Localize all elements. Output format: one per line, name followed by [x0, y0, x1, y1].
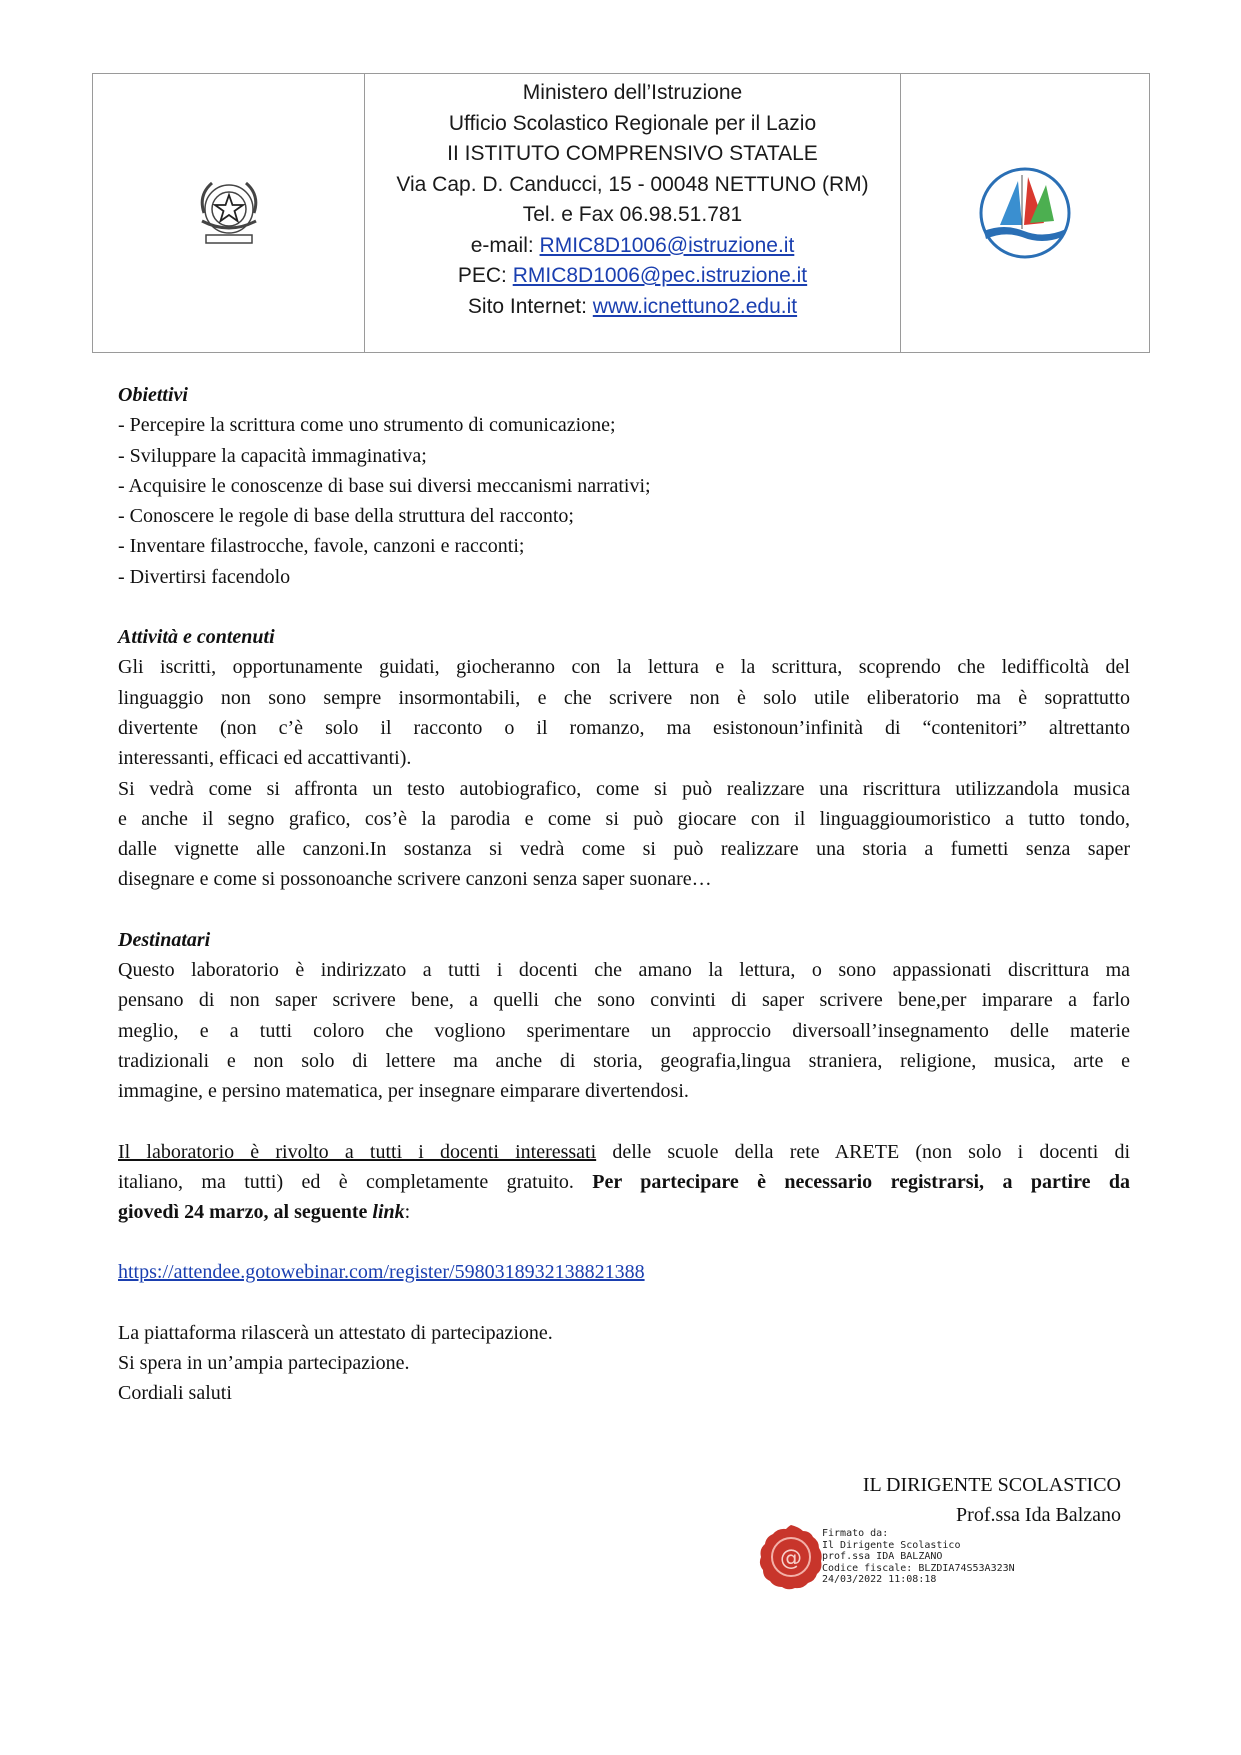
rivolto-line-2: [118, 1167, 1130, 1197]
obiettivi-item: - Percepire la scrittura come uno strumento di comunicazione;: [118, 414, 616, 437]
signature-name: Prof.ssa Ida Balzano: [956, 1504, 1121, 1526]
destinatari-text-line: pensano di non saper scrivere bene, a quelli che sono convinti di saper scrivere bene,per imparare a farlo: [118, 989, 1130, 1012]
registration-link[interactable]: https://attendee.gotowebinar.com/register/5980318932138821388: [118, 1261, 645, 1284]
closing-line: La piattaforma rilascerà un attestato di partecipazione.: [118, 1321, 553, 1344]
email-link[interactable]: RMIC8D1006@istruzione.it: [539, 233, 795, 257]
rivolto-colon: :: [404, 1201, 411, 1224]
school-name-line: II ISTITUTO COMPRENSIVO STATALE: [447, 142, 818, 165]
letterhead-institution-info: [365, 74, 901, 352]
signature-title: IL DIRIGENTE SCOLASTICO: [862, 1474, 1121, 1496]
rivolto-plain: italiano, ma tutti) ed è completamente gratuito.: [118, 1170, 593, 1193]
closing-line: Si spera in un’ampia partecipazione.: [118, 1352, 410, 1375]
destinatari-heading: Destinatari: [118, 928, 211, 951]
attivita-text-line: linguaggio non sono sempre insormontabili, e che scrivere non è solo utile eliberatorio ma è soprattutto: [118, 686, 1130, 709]
destinatari-text-line: tradizionali e non solo di lettere ma anche di storia, geografia,lingua straniera, religione, musica, arte e: [118, 1049, 1130, 1072]
svg-text:@: @: [780, 1546, 802, 1571]
destinatari-text-line: immagine, e persino matematica, per insegnare eimparare divertendosi.: [118, 1080, 689, 1103]
stamp-line: 24/03/2022 11:08:18: [822, 1574, 937, 1585]
stamp-line: Firmato da:: [822, 1528, 889, 1539]
pec-link[interactable]: RMIC8D1006@pec.istruzione.it: [512, 264, 808, 287]
letterhead-table: [92, 73, 1150, 353]
obiettivi-item: - Acquisire le conoscenze di base sui diversi meccanismi narrativi;: [118, 474, 651, 497]
attivita-heading: Attività e contenuti: [118, 626, 275, 649]
website-label: Sito Internet:: [467, 294, 593, 318]
attivita-text-line: dalle vignette alle canzoni.In sostanza si vedrà come si può realizzare una storia a fumetti senza saper: [118, 838, 1130, 861]
obiettivi-item: - Conoscere le regole di base della struttura del racconto;: [118, 505, 574, 528]
rivolto-bold-2: giovedì 24 marzo, al seguente: [118, 1201, 373, 1224]
digital-signature-text: [822, 1528, 1015, 1586]
phone-line: Tel. e Fax 06.98.51.781: [522, 203, 743, 226]
destinatari-text-line: Questo laboratorio è indirizzato a tutti i docenti che amano la lettura, o sono appassionati discrittura ma: [118, 959, 1130, 982]
obiettivi-item: - Sviluppare la capacità immaginativa;: [118, 444, 427, 467]
attivita-text-line: disegnare e come si possonoanche scrivere canzoni senza saper suonare…: [118, 868, 712, 891]
obiettivi-heading: Obiettivi: [118, 384, 188, 406]
regional-office-line: Ufficio Scolastico Regionale per il Lazio: [448, 111, 817, 135]
pec-label: PEC:: [457, 264, 513, 287]
attivita-text-line: divertente (non c’è solo il racconto o il romanzo, ma esistonoun’infinità di “contenitori” altrettanto: [118, 716, 1130, 739]
ministry-line: Ministero dell’Istruzione: [522, 81, 743, 104]
attivita-text-line: e anche il segno grafico, cos’è la parodia e come si può giocare con il linguaggioumoristico a tutto tondo,: [118, 807, 1130, 830]
letterhead-logo-cell: [901, 74, 1149, 352]
attivita-text-line: Gli iscritti, opportunamente guidati, giocheranno con la lettura e la scrittura, scoprendo che ledifficoltà del: [118, 656, 1130, 679]
rivolto-underlined: Il laboratorio è rivolto a tutti i docenti interessati: [118, 1140, 597, 1163]
rivolto-line-3: [118, 1197, 1130, 1227]
email-label: e-mail:: [470, 233, 540, 257]
email-line: [365, 231, 900, 262]
stamp-line: Codice fiscale: BLZDIA74S53A323N: [822, 1562, 1015, 1574]
stamp-line: Il Dirigente Scolastico: [822, 1539, 961, 1551]
rivolto-rest: delle scuole della rete ARETE (non solo i docenti di: [596, 1140, 1131, 1163]
attivita-text-line: interessanti, efficaci ed accattivanti).: [118, 747, 412, 770]
obiettivi-item: - Inventare filastrocche, favole, canzoni e racconti;: [118, 535, 525, 558]
italian-republic-emblem-icon: [184, 173, 274, 253]
rivolto-line-1: [118, 1137, 1130, 1167]
obiettivi-item: - Divertirsi facendolo: [118, 565, 291, 588]
attivita-text-line: Si vedrà come si affronta un testo autobiografico, come si può realizzare una riscrittura utilizzandola musica: [118, 777, 1130, 800]
website-line: [365, 292, 900, 323]
rivolto-bold: Per partecipare è necessario registrarsi, a partire da: [592, 1170, 1130, 1193]
digital-signature-seal-icon: [756, 1522, 826, 1592]
school-sailboat-logo-icon: [970, 163, 1080, 263]
letter-body: [118, 380, 1130, 1409]
stamp-line: prof.ssa IDA BALZANO: [822, 1551, 943, 1562]
letterhead-emblem-cell: [93, 74, 365, 352]
pec-line: [365, 261, 900, 292]
address-line: Via Cap. D. Canducci, 15 - 00048 NETTUNO (RM): [396, 172, 869, 196]
rivolto-link-word: link: [372, 1201, 405, 1224]
closing-line: Cordiali saluti: [118, 1382, 232, 1405]
destinatari-text-line: meglio, e a tutti coloro che vogliono sperimentare un approccio diversoall’insegnamento delle materie: [118, 1019, 1130, 1042]
website-link[interactable]: www.icnettuno2.edu.it: [592, 294, 798, 318]
signature-block: [863, 1470, 1121, 1530]
